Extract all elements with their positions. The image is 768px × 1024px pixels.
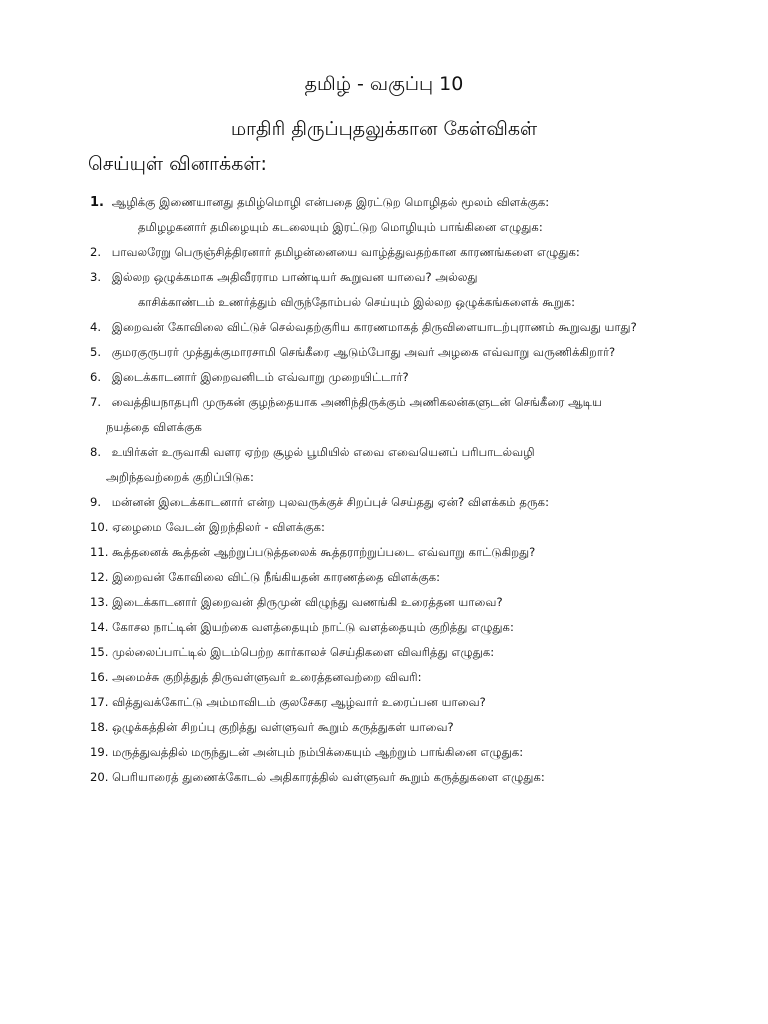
- question-text: மன்னன் இடைக்காடனார் என்ற புலவருக்குச் சிறப்புச் செய்தது ஏன்? விளக்கம் தருக:: [111, 495, 550, 509]
- question-text: கூத்தனைக் கூத்தன் ஆற்றுப்படுத்தலைக் கூத்தராற்றுப்படை எவ்வாறு காட்டுகிறது?: [112, 545, 536, 559]
- question-text: குமரகுருபரர் முத்துக்குமாரசாமி செங்கீரை ஆடும்போது அவர் அழகை எவ்வாறு வருணிக்கிறார்?: [111, 345, 616, 359]
- question-item: [90, 619, 730, 644]
- question-text: அமைச்சு குறித்துத் திருவள்ளுவர் உரைத்தனவற்றை விவரி:: [112, 670, 422, 684]
- question-continuation: [90, 219, 730, 244]
- question-text: ஏழைமை வேடன் இறந்திலர் - விளக்குக:: [112, 520, 325, 534]
- page-subtitle: மாதிரி திருப்புதலுக்கான கேள்விகள்: [230, 118, 538, 140]
- question-number: 10.: [90, 520, 109, 534]
- question-item: [90, 344, 730, 369]
- question-list: [90, 194, 730, 794]
- question-item: [90, 769, 730, 794]
- question-text: நயத்தை விளக்குக: [106, 420, 202, 434]
- question-item: [90, 644, 730, 669]
- question-text: உயிர்கள் உருவாகி வளர ஏற்ற சூழல் பூமியில் எவை எவையெனப் பரிபாடல்வழி: [111, 445, 535, 459]
- question-item: [90, 519, 730, 544]
- question-continuation: [90, 294, 730, 319]
- question-text: இடைக்காடனார் இறைவன் திருமுன் விழுந்து வணங்கி உரைத்தன யாவை?: [112, 595, 503, 609]
- question-number: 15.: [90, 645, 109, 659]
- question-text: மருத்துவத்தில் மருந்துடன் அன்பும் நம்பிக்கையும் ஆற்றும் பாங்கினை எழுதுக:: [112, 745, 524, 759]
- question-text: பாவலரேறு பெருஞ்சித்திரனார் தமிழன்னையை வாழ்த்துவதற்கான காரணங்களை எழுதுக:: [111, 245, 580, 259]
- question-item: [90, 744, 730, 769]
- question-number: 3.: [90, 270, 102, 284]
- question-text: வைத்தியநாதபுரி முருகன் குழந்தையாக அணிந்திருக்கும் அணிகலன்களுடன் செங்கீரை ஆடிய: [111, 395, 602, 409]
- section-heading: செய்யுள் வினாக்கள்:: [88, 153, 267, 175]
- question-item: [90, 544, 730, 569]
- question-text: முல்லைப்பாட்டில் இடம்பெற்ற கார்காலச் செய்திகளை விவரித்து எழுதுக:: [112, 645, 495, 659]
- question-text: வித்துவக்கோட்டு அம்மாவிடம் குலசேகர ஆழ்வார் உரைப்பன யாவை?: [112, 695, 486, 709]
- question-item: [90, 719, 730, 744]
- question-item: [90, 194, 730, 219]
- question-text: தமிழழகனார் தமிழையும் கடலையும் இரட்டுற மொழியும் பாங்கினை எழுதுக:: [138, 220, 543, 234]
- question-item: [90, 444, 730, 469]
- question-number: 5.: [90, 345, 102, 359]
- question-number: 9.: [90, 495, 102, 509]
- question-continuation: [90, 469, 730, 494]
- question-text: ஒழுக்கத்தின் சிறப்பு குறித்து வள்ளுவர் கூறும் கருத்துகள் யாவை?: [112, 720, 454, 734]
- question-number: 20.: [90, 770, 109, 784]
- question-number: 12.: [90, 570, 109, 584]
- question-text: இறைவன் கோவிலை விட்டு நீங்கியதன் காரணத்தை விளக்குக:: [112, 570, 441, 584]
- question-item: [90, 569, 730, 594]
- question-text: ஆழிக்கு இணையானது தமிழ்மொழி என்பதை இரட்டுற மொழிதல் மூலம் விளக்குக:: [111, 195, 550, 209]
- question-text: இடைக்காடனார் இறைவனிடம் எவ்வாறு முறையிட்டார்?: [111, 370, 409, 384]
- question-item: [90, 269, 730, 294]
- question-number: 16.: [90, 670, 109, 684]
- question-number: 1.: [90, 195, 104, 210]
- question-text: பெரியாரைத் துணைக்கோடல் அதிகாரத்தில் வள்ளுவர் கூறும் கருத்துகளை எழுதுக:: [112, 770, 545, 784]
- question-item: [90, 694, 730, 719]
- question-text: இறைவன் கோவிலை விட்டுச் செல்வதற்குரிய காரணமாகத் திருவிளையாடற்புராணம் கூறுவது யாது?: [111, 320, 637, 334]
- question-number: 6.: [90, 370, 102, 384]
- question-item: [90, 594, 730, 619]
- question-number: 8.: [90, 445, 102, 459]
- question-number: 7.: [90, 395, 102, 409]
- question-number: 17.: [90, 695, 109, 709]
- question-number: 4.: [90, 320, 102, 334]
- question-number: 11.: [90, 545, 109, 559]
- question-item: [90, 369, 730, 394]
- question-number: 18.: [90, 720, 109, 734]
- question-text: காசிக்காண்டம் உணர்த்தும் விருந்தோம்பல் செய்யும் இல்லற ஒழுக்கங்களைக் கூறுக:: [138, 295, 575, 309]
- question-number: 19.: [90, 745, 109, 759]
- question-continuation: [90, 419, 730, 444]
- question-item: [90, 394, 730, 419]
- question-number: 2.: [90, 245, 102, 259]
- question-item: [90, 244, 730, 269]
- question-text: கோசல நாட்டின் இயற்கை வளத்தையும் நாட்டு வளத்தையும் குறித்து எழுதுக:: [112, 620, 514, 634]
- question-item: [90, 669, 730, 694]
- question-text: இல்லற ஒழுக்கமாக அதிவீரராம பாண்டியர் கூறுவன யாவை? அல்லது: [111, 270, 478, 284]
- page-title: தமிழ் - வகுப்பு 10: [304, 73, 464, 95]
- question-number: 13.: [90, 595, 109, 609]
- question-item: [90, 319, 730, 344]
- question-number: 14.: [90, 620, 109, 634]
- question-text: அறிந்தவற்றைக் குறிப்பிடுக:: [106, 470, 254, 484]
- question-item: [90, 494, 730, 519]
